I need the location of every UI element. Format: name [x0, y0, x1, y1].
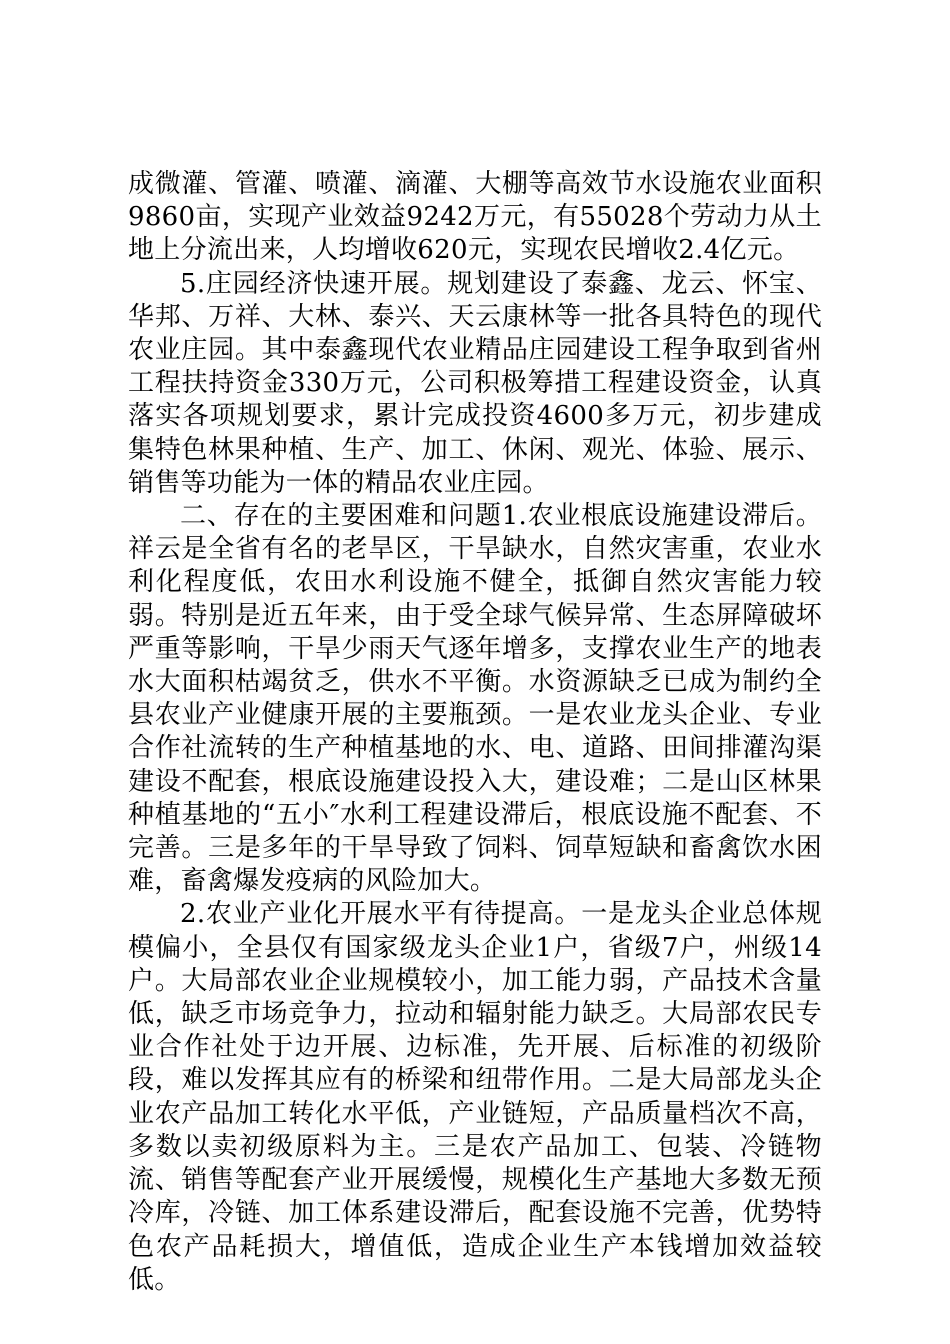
- paragraph-main-difficulties: 二、存在的主要困难和问题1.农业根底设施建设滞后。祥云是全省有名的老旱区，干旱缺水，自然灾害重，农业水利化程度低，农田水利设施不健全，抵御自然灾害能力较弱。特别是近五年来，由于受全球气候异常、生态屏障破坏严重等影响，干旱少雨天气逐年增多，支撑农业生产的地表水大面积枯竭贫乏，供水不平衡。水资源缺乏已成为制约全县农业产业健康开展的主要瓶颈。一是农业龙头企业、专业合作社流转的生产种植基地的水、电、道路、田间排灌沟渠建设不配套，根底设施建设投入大，建设难；二是山区林果种植基地的“五小″水利工程建设滞后，根底设施不配套、不完善。三是多年的干旱导致了饲料、饲草短缺和畜禽饮水困难，畜禽爆发疫病的风险加大。: [128, 501, 822, 897]
- paragraph-manor-economy: 5.庄园经济快速开展。规划建设了泰鑫、龙云、怀宝、华邦、万祥、大林、泰兴、天云康林等一批各具特色的现代农业庄园。其中泰鑫现代农业精品庄园建设工程争取到省州工程扶持资金330万元，公司积极筹措工程建设资金，认真落实各项规划要求，累计完成投资4600多万元，初步建成集特色林果种植、生产、加工、休闲、观光、体验、展示、销售等功能为一体的精品农业庄园。: [128, 268, 822, 498]
- paragraph-continuation: 成微灌、管灌、喷灌、滴灌、大棚等高效节水设施农业面积9860亩，实现产业效益9242万元，有55028个劳动力从土地上分流出来，人均增收620元，实现农民增收2.4亿元。: [128, 169, 822, 266]
- document-body: [128, 168, 822, 1297]
- paragraph-industrialization: 2.农业产业化开展水平有待提高。一是龙头企业总体规模偏小，全县仅有国家级龙头企业1户，省级7户，州级14户。大局部农业企业规模较小，加工能力弱，产品技术含量低，缺乏市场竞争力，拉动和辐射能力缺乏。大局部农民专业合作社处于边开展、边标准，先开展、后标准的初级阶段，难以发挥其应有的桥梁和纽带作用。二是大局部龙头企业农产品加工转化水平低，产业链短，产品质量档次不高，多数以卖初级原料为主。三是农产品加工、包装、冷链物流、销售等配套产业开展缓慢，规模化生产基地大多数无预冷库，冷链、加工体系建设滞后，配套设施不完善，优势特色农产品耗损大，增值低，造成企业生产本钱增加效益较低。: [128, 899, 822, 1295]
